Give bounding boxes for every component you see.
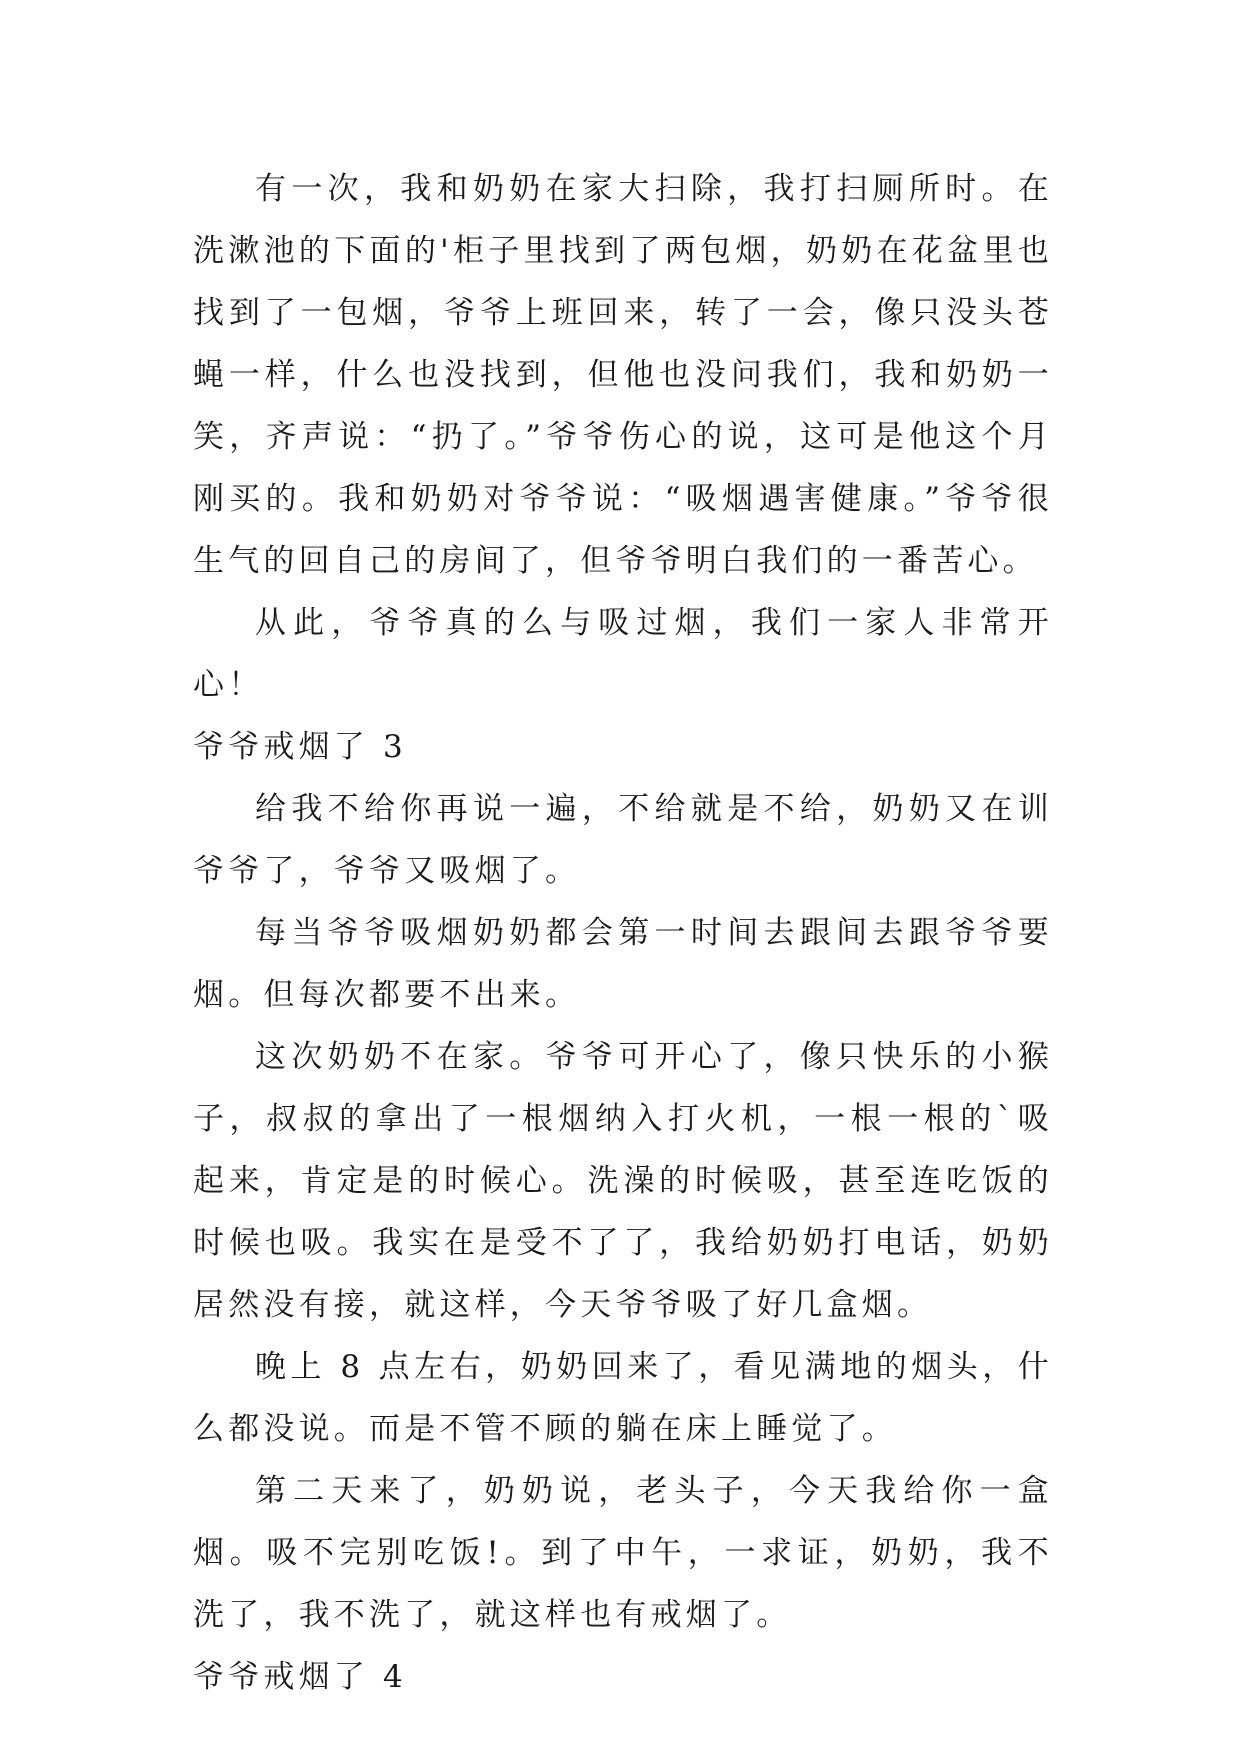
section-heading-4: 爷爷戒烟了 4 xyxy=(193,1659,407,1695)
paragraph-scolding: 给我不给你再说一遍，不给就是不给，奶奶又在训爷爷了，爷爷又吸烟了。 xyxy=(193,791,1053,889)
paragraph-next-day: 第二天来了，奶奶说，老头子，今天我给你一盒烟。吸不完别吃饭!。到了中午，一求证，奶奶，我不洗了，我不洗了，就这样也有戒烟了。 xyxy=(193,1473,1053,1633)
paragraph-conclusion: 从此，爷爷真的么与吸过烟，我们一家人非常开心！ xyxy=(193,605,1053,703)
document-body xyxy=(193,158,1053,1708)
paragraph-cleaning: 有一次，我和奶奶在家大扫除，我打扫厕所时。在洗漱池的下面的'柜子里找到了两包烟，奶奶在花盆里也找到了一包烟，爷爷上班回来，转了一会，像只没头苍蝇一样，什么也没找到，但他也没问我们，我和奶奶一笑，齐声说：“扔了。”爷爷伤心的说，这可是他这个月刚买的。我和奶奶对爷爷说：“吸烟遇害健康。”爷爷很生气的回自己的房间了，但爷爷明白我们的一番苦心。 xyxy=(193,171,1053,579)
paragraph-evening: 晚上 8 点左右，奶奶回来了，看见满地的烟头，什么都没说。而是不管不顾的躺在床上睡觉了。 xyxy=(193,1349,1053,1447)
section-heading-3: 爷爷戒烟了 3 xyxy=(193,729,407,765)
paragraph-every-time: 每当爷爷吸烟奶奶都会第一时间去跟间去跟爷爷要烟。但每次都要不出来。 xyxy=(193,915,1053,1013)
paragraph-grandma-away: 这次奶奶不在家。爷爷可开心了，像只快乐的小猴子，叔叔的拿出了一根烟纳入打火机，一根一根的`吸起来，肯定是的时候心。洗澡的时候吸，甚至连吃饭的时候也吸。我实在是受不了了，我给奶奶打电话，奶奶居然没有接，就这样，今天爷爷吸了好几盒烟。 xyxy=(193,1039,1053,1323)
